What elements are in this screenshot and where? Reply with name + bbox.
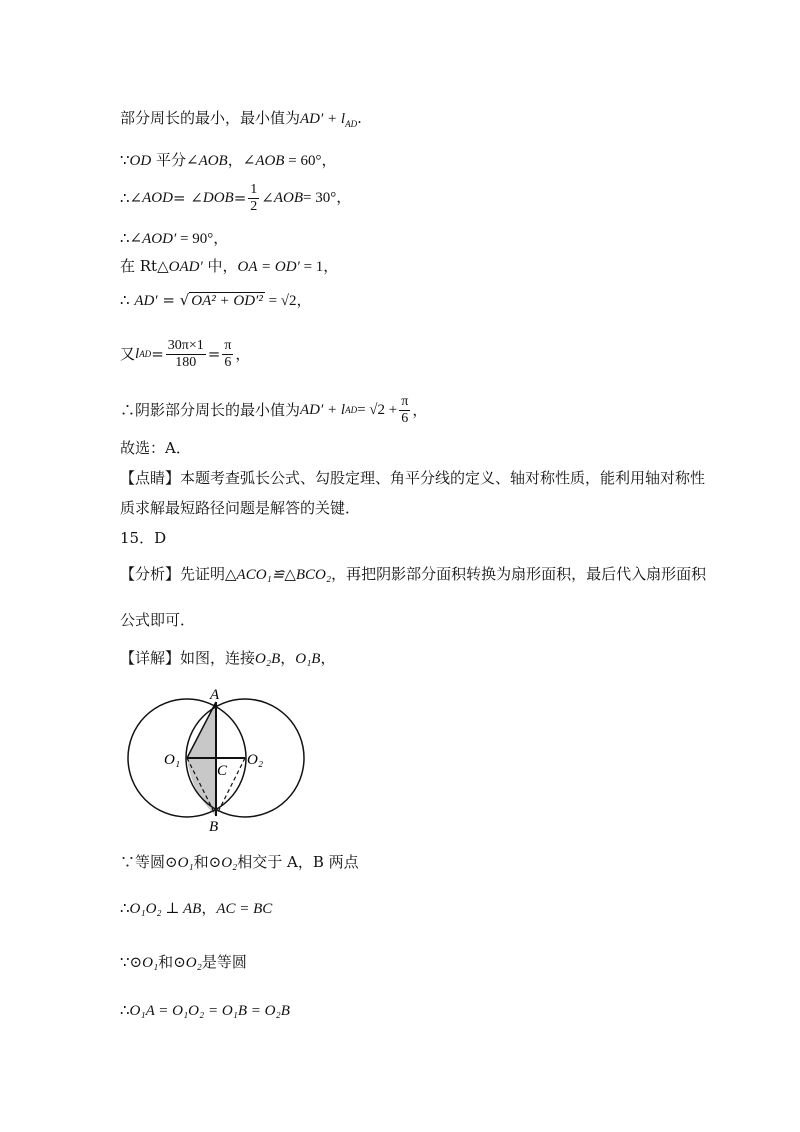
text-line-8: ∴阴影部分周长的最小值为 AD′ + l AD = √2 + $\frac{\pi}{6}$ ，: [120, 393, 428, 426]
text-line-6: ∴ AD′ = √ OA² + OD′² = √2，: [120, 291, 312, 309]
fraction: $\frac{30\pi\times 1}{180}$: [167, 337, 204, 370]
text-line-4: ∴∠AOD′ = 90°，: [120, 229, 229, 247]
text-line-15: 【详解】如图，连接O₂B，O₁B，: [120, 649, 336, 667]
text-line-11: 质求解最短路径问题是解答的关键．: [120, 499, 361, 517]
label-o2: O₂: [247, 752, 264, 768]
geometry-figure: [118, 686, 348, 836]
text-line-17: ∴O₁O₂ ⊥ AB，AC = BC: [120, 899, 273, 917]
math-expr: AD′ + l: [300, 111, 346, 127]
question-number: 15．D: [120, 529, 167, 547]
label-a: A: [210, 687, 220, 703]
text-line-7: 又 l AD = $\frac{30\pi\times 1}{180}$ = $\frac{\pi}{6}$ ，: [120, 337, 251, 370]
label-o1: O₁: [164, 752, 181, 768]
label-b: B: [209, 819, 219, 835]
text-line-10: 【点睛】本题考查弧长公式、勾股定理、角平分线的定义、轴对称性质，能利用轴对称性: [120, 469, 706, 487]
fraction: $\frac{\pi}{6}$: [401, 393, 409, 426]
text-line-2: ∵OD 平分∠AOB，∠AOB = 60°，: [120, 151, 337, 169]
fraction: $\frac{\pi}{6}$: [224, 337, 232, 370]
text-line-3: ∴∠ AOD = ∠ DOB = $\frac{1}{2}$ ∠ AOB = 30°，: [120, 181, 352, 214]
text-line-18: ∵⊙O₁和⊙O₂是等圆: [120, 953, 247, 971]
text-line-19: ∴O₁A = O₁O₂ = O₁B = O₂B: [120, 1001, 290, 1019]
text-line-14: 公式即可．: [120, 611, 196, 629]
label-c: C: [217, 763, 228, 779]
text-line-5: 在 Rt△OAD′ 中，OA = OD′ = 1，: [120, 257, 339, 275]
radicand: OA² + OD′²: [191, 293, 263, 309]
text-line-16: ∵等圆⊙O₁和⊙O₂相交于 A，B 两点: [120, 853, 359, 871]
text-line-1: 部分周长的最小，最小值为$AD' + l_{AD}$.: [120, 109, 362, 129]
text-line-9: 故选：A．: [120, 439, 191, 457]
text-line-13: 【分析】先证明△ACO₁≌△BCO₂，再把阴影部分面积转换为扇形面积，最后代入扇形面积: [120, 565, 707, 583]
fraction: $\frac{1}{2}$: [250, 181, 258, 214]
